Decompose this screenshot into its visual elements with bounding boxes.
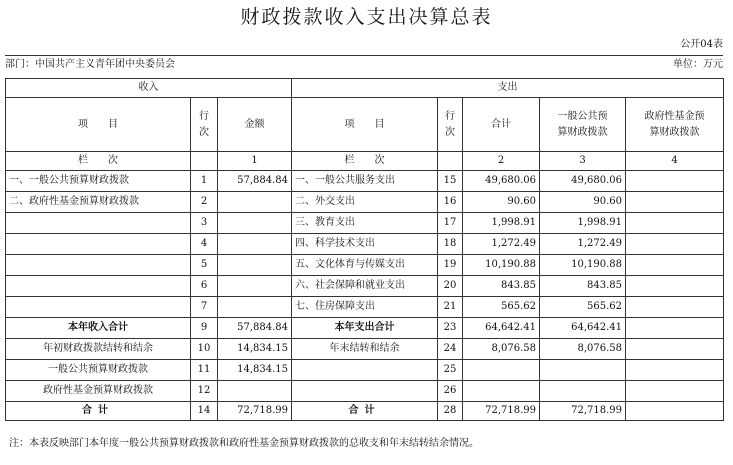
general-budget-cell [540, 381, 626, 402]
header-divider [5, 55, 723, 56]
empty-cell [438, 152, 463, 171]
income-item-cell [6, 255, 191, 276]
general-budget-cell: 64,642.41 [540, 318, 626, 339]
finance-table [5, 78, 724, 421]
income-amount-cell [218, 381, 292, 402]
expense-row-no-cell: 16 [438, 192, 463, 213]
table-row [6, 171, 724, 192]
income-item-cell [6, 276, 191, 297]
table-row [6, 192, 724, 213]
income-item-cell: 年初财政拨款结转和结余 [6, 339, 191, 360]
general-budget-cell: 8,076.58 [540, 339, 626, 360]
table-row [6, 360, 724, 381]
gov-fund-cell [626, 192, 724, 213]
column-index-2: 2 [463, 152, 540, 171]
expense-total-cell: 8,076.58 [463, 339, 540, 360]
income-row-no-cell: 2 [191, 192, 218, 213]
expense-total-cell: 1,998.91 [463, 213, 540, 234]
income-section-header: 收入 [6, 79, 292, 98]
income-amount-cell [218, 276, 292, 297]
income-item-header: 项 目 [6, 98, 191, 152]
empty-cell [191, 152, 218, 171]
expense-row-no-cell: 18 [438, 234, 463, 255]
income-item-cell: 一般公共预算财政拨款 [6, 360, 191, 381]
expense-row-no-cell: 17 [438, 213, 463, 234]
expense-item-cell: 三、教育支出 [292, 213, 438, 234]
expense-row-no-header: 行 次 [438, 98, 463, 152]
expense-column-index-label: 栏 次 [292, 152, 438, 171]
expense-row-no-cell: 23 [438, 318, 463, 339]
table-row [6, 381, 724, 402]
column-index-3: 3 [540, 152, 626, 171]
income-item-cell: 合计 [6, 402, 191, 421]
expense-item-cell: 五、文化体育与传媒支出 [292, 255, 438, 276]
table-row [6, 402, 724, 421]
income-amount-cell [218, 234, 292, 255]
income-item-cell: 一、一般公共预算财政拨款 [6, 171, 191, 192]
income-item-cell: 二、政府性基金预算财政拨款 [6, 192, 191, 213]
income-row-no-cell: 6 [191, 276, 218, 297]
expense-row-no-cell: 28 [438, 402, 463, 421]
general-budget-cell: 72,718.99 [540, 402, 626, 421]
gov-fund-cell [626, 297, 724, 318]
expense-total-cell: 565.62 [463, 297, 540, 318]
income-row-no-header: 行 次 [191, 98, 218, 152]
income-amount-cell: 72,718.99 [218, 402, 292, 421]
general-budget-cell: 10,190.88 [540, 255, 626, 276]
expense-total-cell: 72,718.99 [463, 402, 540, 421]
table-row [6, 255, 724, 276]
column-header-row [6, 98, 724, 152]
income-row-no-cell: 1 [191, 171, 218, 192]
income-item-cell [6, 213, 191, 234]
income-amount-cell [218, 297, 292, 318]
expense-total-cell: 90.60 [463, 192, 540, 213]
table-row [6, 297, 724, 318]
income-row-no-cell: 4 [191, 234, 218, 255]
income-amount-cell [218, 255, 292, 276]
income-amount-cell [218, 192, 292, 213]
gov-fund-header: 政府性基金预 算财政拨款 [626, 98, 724, 152]
income-row-no-cell: 10 [191, 339, 218, 360]
expense-total-cell: 1,272.49 [463, 234, 540, 255]
department-unit-row [5, 58, 723, 72]
general-budget-cell: 843.85 [540, 276, 626, 297]
expense-total-cell: 843.85 [463, 276, 540, 297]
income-amount-header: 金额 [218, 98, 292, 152]
section-header-row [6, 79, 724, 98]
table-row [6, 213, 724, 234]
column-index-row [6, 152, 724, 171]
gov-fund-cell [626, 402, 724, 421]
expense-total-cell [463, 381, 540, 402]
gov-fund-cell [626, 255, 724, 276]
report-title: 财政拨款收入支出决算总表 [240, 6, 493, 28]
expense-row-no-cell: 20 [438, 276, 463, 297]
income-amount-cell: 14,834.15 [218, 339, 292, 360]
expense-row-no-cell: 25 [438, 360, 463, 381]
expense-total-cell [463, 360, 540, 381]
expense-item-cell [292, 360, 438, 381]
general-budget-cell: 90.60 [540, 192, 626, 213]
expense-item-cell: 合计 [292, 402, 438, 421]
column-index-1: 1 [218, 152, 292, 171]
expense-row-no-cell: 19 [438, 255, 463, 276]
expense-total-cell: 10,190.88 [463, 255, 540, 276]
expense-row-no-cell: 24 [438, 339, 463, 360]
income-amount-cell: 14,834.15 [218, 360, 292, 381]
expense-row-no-cell: 15 [438, 171, 463, 192]
income-row-no-cell: 9 [191, 318, 218, 339]
general-budget-cell [540, 360, 626, 381]
income-row-no-cell: 5 [191, 255, 218, 276]
income-item-cell [6, 234, 191, 255]
income-amount-cell: 57,884.84 [218, 318, 292, 339]
expense-item-cell: 七、住房保障支出 [292, 297, 438, 318]
income-item-cell: 政府性基金预算财政拨款 [6, 381, 191, 402]
income-column-index-label: 栏 次 [6, 152, 191, 171]
table-row [6, 318, 724, 339]
table-row [6, 339, 724, 360]
form-number: 公开04表 [680, 39, 723, 50]
gov-fund-cell [626, 213, 724, 234]
footnote: 注：本表反映部门本年度一般公共预算财政拨款和政府性基金预算财政拨款的总收支和年末结转结余情况。 [9, 438, 479, 449]
income-row-no-cell: 12 [191, 381, 218, 402]
income-row-no-cell: 3 [191, 213, 218, 234]
expense-item-header: 项 目 [292, 98, 438, 152]
general-budget-header: 一般公共预 算财政拨款 [540, 98, 626, 152]
expense-item-cell: 本年支出合计 [292, 318, 438, 339]
column-index-4: 4 [626, 152, 724, 171]
gov-fund-cell [626, 381, 724, 402]
expense-total-cell: 64,642.41 [463, 318, 540, 339]
gov-fund-cell [626, 276, 724, 297]
income-amount-cell [218, 213, 292, 234]
general-budget-cell: 49,680.06 [540, 171, 626, 192]
income-item-cell [6, 297, 191, 318]
expense-row-no-cell: 26 [438, 381, 463, 402]
expense-item-cell: 年末结转和结余 [292, 339, 438, 360]
expense-total-header: 合计 [463, 98, 540, 152]
unit-label: 单位：万元 [673, 59, 723, 70]
income-item-cell: 本年收入合计 [6, 318, 191, 339]
gov-fund-cell [626, 339, 724, 360]
income-amount-cell: 57,884.84 [218, 171, 292, 192]
general-budget-cell: 1,998.91 [540, 213, 626, 234]
income-row-no-cell: 14 [191, 402, 218, 421]
expense-item-cell [292, 381, 438, 402]
expense-item-cell: 四、科学技术支出 [292, 234, 438, 255]
table-row [6, 234, 724, 255]
gov-fund-cell [626, 318, 724, 339]
income-row-no-cell: 11 [191, 360, 218, 381]
gov-fund-cell [626, 171, 724, 192]
expense-item-cell: 一、一般公共服务支出 [292, 171, 438, 192]
expense-item-cell: 六、社会保障和就业支出 [292, 276, 438, 297]
general-budget-cell: 565.62 [540, 297, 626, 318]
table-row [6, 276, 724, 297]
expense-section-header: 支出 [292, 79, 724, 98]
expense-item-cell: 二、外交支出 [292, 192, 438, 213]
gov-fund-cell [626, 234, 724, 255]
general-budget-cell: 1,272.49 [540, 234, 626, 255]
expense-total-cell: 49,680.06 [463, 171, 540, 192]
income-row-no-cell: 7 [191, 297, 218, 318]
expense-row-no-cell: 21 [438, 297, 463, 318]
department-label: 部门：中国共产主义青年团中央委员会 [5, 59, 175, 70]
gov-fund-cell [626, 360, 724, 381]
